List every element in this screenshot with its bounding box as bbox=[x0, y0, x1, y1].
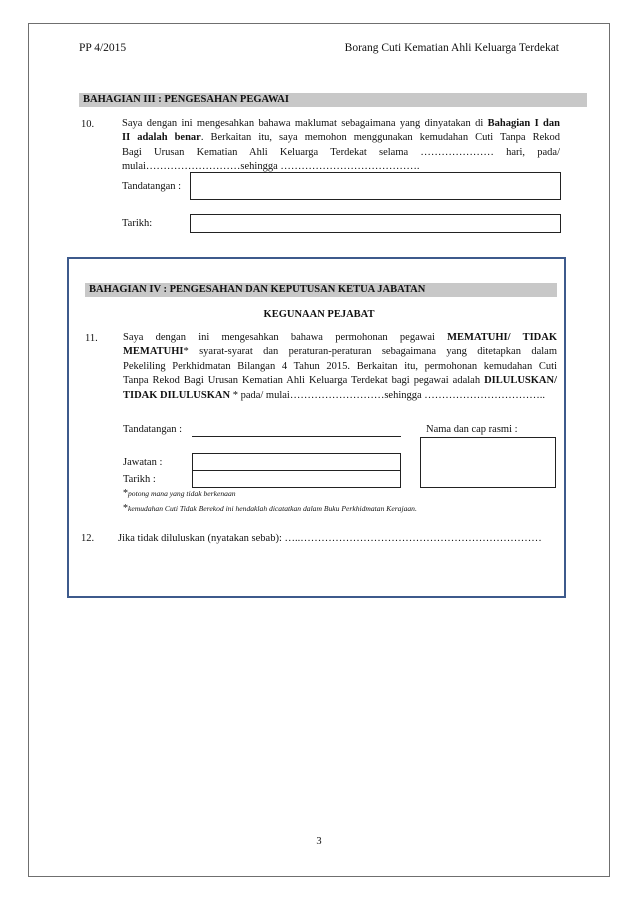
official-stamp-box[interactable] bbox=[420, 437, 556, 488]
para10-line-2: II adalah benar. Berkaitan itu, saya memohon menggunakan kemudahan Cuti Tanpa Rekod bbox=[122, 132, 560, 144]
signature-line-b4[interactable] bbox=[192, 435, 401, 437]
para11-line-2: MEMATUHI* syarat-syarat dan peraturan-peraturan sebagaimana yang ditetapkan dalam bbox=[123, 346, 557, 358]
item-number-11: 11. bbox=[85, 333, 98, 344]
signature-field-b3[interactable] bbox=[190, 172, 561, 200]
date-label-b3: Tarikh: bbox=[122, 218, 153, 229]
stamp-label: Nama dan cap rasmi : bbox=[426, 424, 518, 435]
footnote-service-book: *kemudahan Cuti Tidak Berekod ini hendaklah dicatatkan dalam Buku Perkhidmatan Kerajaan. bbox=[123, 503, 417, 514]
date-label-b4: Tarikh : bbox=[123, 474, 156, 485]
para10-line-1: Saya dengan ini mengesahkan bahawa maklumat sebagaimana yang dinyatakan di Bahagian I dan bbox=[122, 118, 560, 129]
office-use-subtitle: KEGUNAAN PEJABAT bbox=[263, 309, 375, 320]
position-field[interactable] bbox=[192, 453, 401, 471]
para10-line-3: Bagi Urusan Kematian Ahli Keluarga Terdekat selama ………………… hari, pada/ bbox=[122, 146, 560, 158]
para10-line-4: mulai………………………sehingga …………………………………. bbox=[122, 161, 420, 173]
position-label: Jawatan : bbox=[123, 457, 163, 468]
footnote-strike: *potong mana yang tidak berkenaan bbox=[123, 488, 236, 499]
item-number-10: 10. bbox=[81, 119, 95, 130]
para11-line-5: TIDAK DILULUSKAN * pada/ mulai………………………sehingga …………………………….. bbox=[123, 389, 546, 401]
header-form-title: Borang Cuti Kematian Ahli Keluarga Terdekat bbox=[344, 42, 559, 54]
para11-line-1: Saya dengan ini mengesahkan bahawa permohonan pegawai MEMATUHI/ TIDAK bbox=[123, 332, 557, 343]
signature-label-b3: Tandatangan : bbox=[122, 181, 182, 192]
para11-line-4: Tanpa Rekod Bagi Urusan Kematian Ahli Keluarga Terdekat bagi pegawai adalah DILULUSKAN/ bbox=[123, 375, 557, 387]
date-field-b3[interactable] bbox=[190, 214, 561, 233]
approval-paragraph-11 bbox=[123, 331, 557, 403]
signature-label-b4: Tandatangan : bbox=[123, 424, 183, 435]
item-number-12: 12. bbox=[81, 533, 95, 544]
section-title-bahagian-4: BAHAGIAN IV : PENGESAHAN DAN KEPUTUSAN KETUA JABATAN bbox=[85, 283, 557, 297]
section-title-bahagian-3: BAHAGIAN III : PENGESAHAN PEGAWAI bbox=[79, 93, 587, 107]
para11-line-3: Pekeliling Perkhidmatan Bilangan 4 Tahun 2015. Berkaitan itu, permohonan kemudahan Cuti bbox=[123, 360, 557, 372]
header-reference: PP 4/2015 bbox=[79, 42, 127, 54]
date-field-b4[interactable] bbox=[192, 470, 401, 488]
rejection-reason-text: Jika tidak diluluskan (nyatakan sebab): …..…………………………………………………………… bbox=[118, 533, 542, 544]
declaration-paragraph-10 bbox=[122, 117, 560, 175]
page-number: 3 bbox=[316, 836, 322, 847]
